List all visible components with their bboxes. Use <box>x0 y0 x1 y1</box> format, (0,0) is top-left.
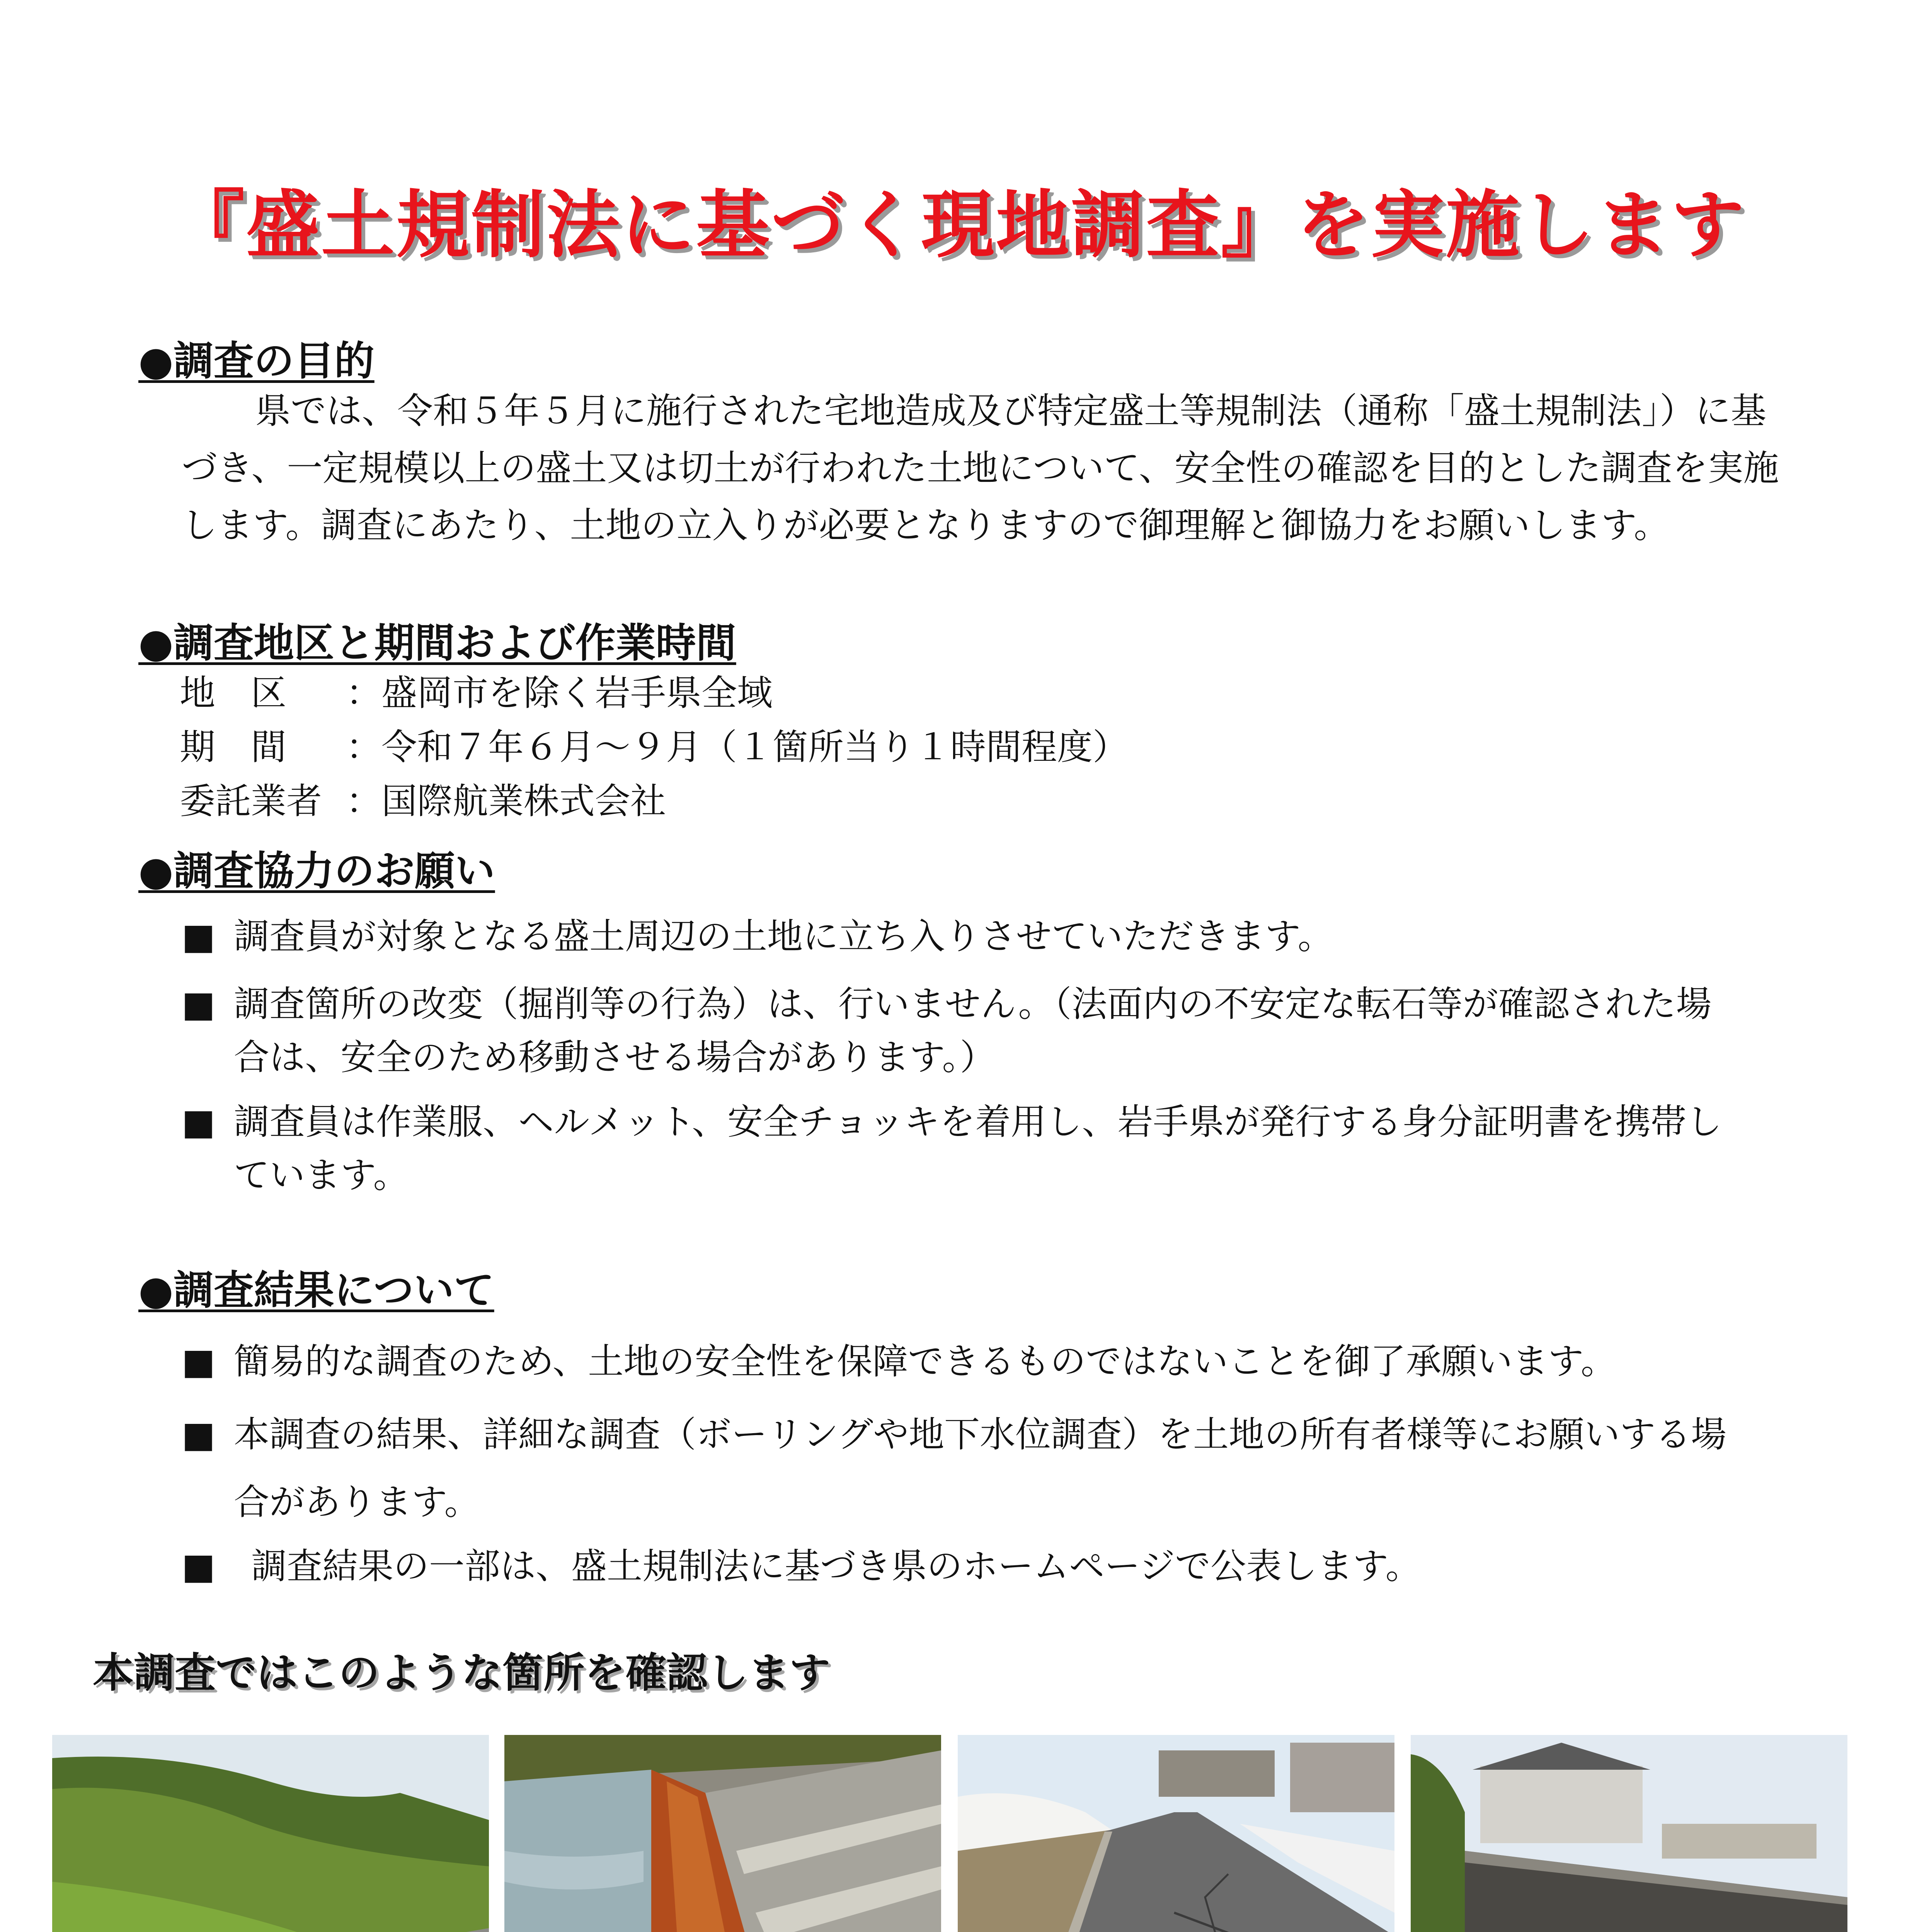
area-heading: ●調査地区と期間および作業時間 <box>138 619 736 667</box>
area-row-contractor <box>180 773 666 824</box>
bullet-square: ■ <box>182 1101 215 1143</box>
spring-water-photo <box>504 1735 941 1932</box>
slope-photo <box>52 1735 489 1932</box>
bullet-square: ■ <box>182 983 215 1025</box>
cooperation-heading: ●調査協力のお願い <box>138 847 495 895</box>
row-label: 委託業者 <box>180 781 322 822</box>
bullet-square: ■ <box>182 1414 215 1455</box>
bullet-square: ■ <box>182 916 215 957</box>
row-sep: ： <box>346 726 382 768</box>
bullet-square: ■ <box>182 1341 215 1382</box>
check-heading: 本調査ではこのような箇所を確認します <box>93 1649 830 1697</box>
cooperation-item: ■ 調査員は作業服、ヘルメット、安全チョッキを着用し、岩手県が発行する身分証明書を携帯しています。 <box>182 1095 1766 1204</box>
row-sep: ： <box>346 781 382 822</box>
results-item: ■ 簡易的な調査のため、土地の安全性を保障できるものではないことを御了承願います。 <box>182 1335 1805 1389</box>
cooperation-item: ■ 調査箇所の改変（掘削等の行為）は、行いません。（法面内の不安定な転石等が確認された場合は、安全のため移動させる場合があります。） <box>182 978 1766 1086</box>
purpose-text: 県では、令和５年５月に施行された宅地造成及び特定盛土等規制法（通称「盛土規制法」）に基づき、一定規模以上の盛土又は切土が行われた土地について、安全性の確認を目的とした調査を実施します。調査にあたり、土地の立入りが必要となりますので御理解と御協力をお願いします。 <box>182 390 1779 546</box>
page-title: 『盛土規制法に基づく現地調査』を実施します <box>171 182 1746 268</box>
results-item: ■ 本調査の結果、詳細な調査（ボーリングや地下水位調査）を土地の所有者様等にお願いする場合があります。 <box>182 1401 1766 1517</box>
disaster-prevention-photo <box>1411 1735 1847 1932</box>
row-label: 地 区 <box>180 672 287 714</box>
results-item: ■ 調査結果の一部は、盛土規制法に基づき県のホームページで公表します。 <box>182 1540 1805 1594</box>
area-row-district <box>180 665 773 716</box>
purpose-heading: ●調査の目的 <box>138 337 375 384</box>
fill-top-photo <box>958 1735 1394 1932</box>
results-heading: ●調査結果について <box>138 1267 494 1314</box>
row-value: 国際航業株式会社 <box>381 781 666 822</box>
purpose-paragraph <box>182 383 1793 554</box>
row-label: 期 間 <box>180 726 287 768</box>
bullet-square: ■ <box>182 1546 215 1587</box>
area-row-period <box>180 719 1128 770</box>
row-value: 盛岡市を除く岩手県全域 <box>381 672 773 714</box>
cooperation-item: ■ 調査員が対象となる盛土周辺の土地に立ち入りさせていただきます。 <box>182 910 1766 964</box>
row-value: 令和７年６月～９月（１箇所当り１時間程度） <box>381 726 1129 768</box>
row-sep: ： <box>346 672 382 714</box>
